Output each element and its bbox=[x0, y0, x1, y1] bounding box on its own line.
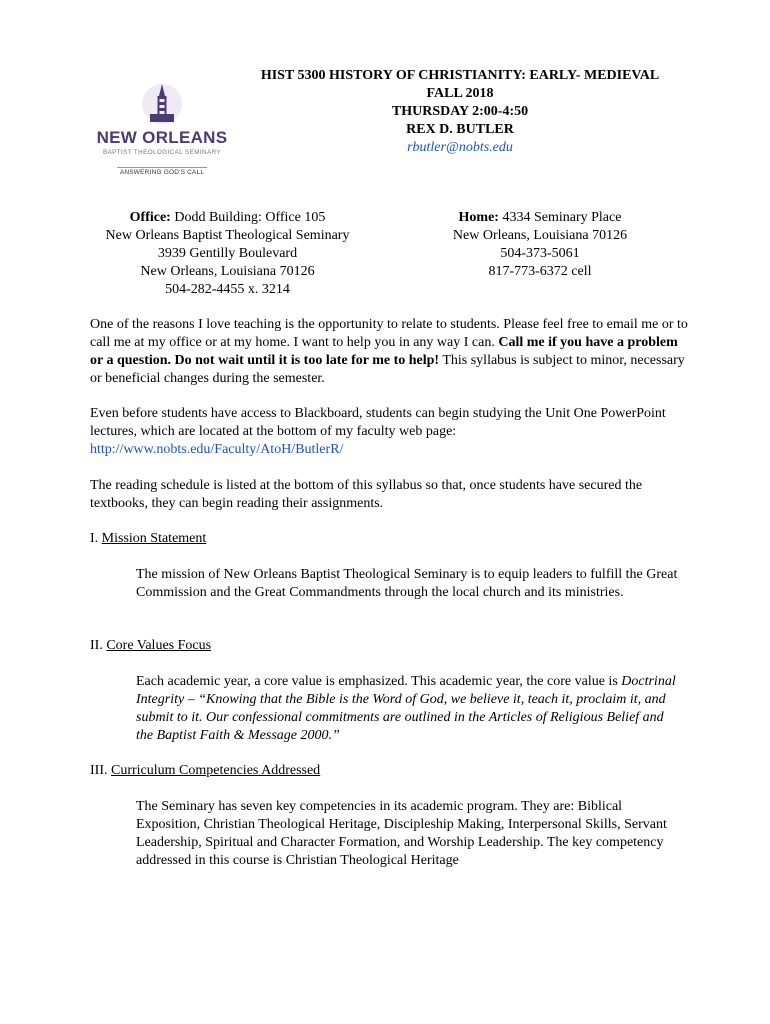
section-heading-competencies bbox=[90, 762, 320, 780]
blackboard-paragraph bbox=[90, 405, 690, 459]
section-body: The mission of New Orleans Baptist Theological Seminary is to equip leaders to fulfill the Great Commission and the Great Commandments through the local church and its ministries. bbox=[136, 567, 678, 600]
home-cell: 817-773-6372 cell bbox=[488, 264, 592, 279]
faculty-page-link[interactable]: http://www.nobts.edu/Faculty/AtoH/ButlerR/ bbox=[90, 442, 344, 457]
logo-divider bbox=[117, 167, 207, 168]
intro-text-end: This syllabus is subject to minor, necessary or beneficial changes during the semester. bbox=[90, 353, 685, 386]
home-line2: New Orleans, Louisiana 70126 bbox=[452, 228, 628, 243]
office-line1: Dodd Building: Office 105 bbox=[170, 210, 326, 225]
office-label: Office: bbox=[129, 210, 171, 225]
office-phone: 504-282-4455 x. 3214 bbox=[165, 282, 290, 297]
competencies-body bbox=[136, 798, 681, 870]
course-title: HIST 5300 HISTORY OF CHRISTIANITY: EARLY- MEDIEVAL bbox=[260, 68, 660, 83]
seminary-tower-icon bbox=[140, 82, 184, 126]
home-contact bbox=[430, 209, 650, 281]
section-number: II. bbox=[90, 638, 107, 653]
office-line3: 3939 Gentilly Boulevard bbox=[157, 246, 298, 261]
mission-statement-body bbox=[136, 566, 681, 602]
logo-tagline: ANSWERING GOD'S CALL bbox=[119, 169, 205, 176]
intro-text: One of the reasons I love teaching is the opportunity to relate to students. Please feel free to email me or to call me at my office or at my home. I want to help you in any way I can. bbox=[90, 317, 688, 350]
home-line1: 4334 Seminary Place bbox=[498, 210, 622, 225]
section-body: Each academic year, a core value is emphasized. This academic year, the core value is bbox=[136, 674, 622, 689]
intro-paragraph bbox=[90, 316, 690, 388]
intro-bold-text: Call me if you have a problem or a question. Do not wait until it is too late for me to help! bbox=[90, 335, 678, 368]
section-heading-core-values bbox=[90, 637, 211, 655]
office-line4: New Orleans, Louisiana 70126 bbox=[140, 264, 315, 279]
section-title: Core Values Focus bbox=[106, 638, 212, 653]
office-line2: New Orleans Baptist Theological Seminary bbox=[105, 228, 350, 243]
logo-wordmark: NEW ORLEANS bbox=[96, 128, 228, 147]
section-number: I. bbox=[90, 531, 102, 546]
core-values-body bbox=[136, 673, 681, 745]
instructor-email-link[interactable]: rbutler@nobts.edu bbox=[407, 140, 513, 155]
section-number: III. bbox=[90, 763, 111, 778]
section-title: Curriculum Competencies Addressed bbox=[111, 763, 321, 778]
section-title: Mission Statement bbox=[101, 531, 207, 546]
blackboard-text: Even before students have access to Blackboard, students can begin studying the Unit One PowerPoint lectures, which are located at the bottom of my faculty web page: bbox=[90, 406, 666, 439]
reading-paragraph bbox=[90, 477, 690, 513]
office-contact bbox=[80, 209, 375, 299]
home-label: Home: bbox=[458, 210, 499, 225]
logo-subtitle: BAPTIST THEOLOGICAL SEMINARY bbox=[102, 149, 222, 156]
course-schedule: THURSDAY 2:00-4:50 bbox=[391, 104, 529, 119]
home-phone: 504-373-5061 bbox=[500, 246, 580, 261]
core-value-quote: Doctrinal Integrity – “Knowing that the Bible is the Word of God, we believe it, teach it, proclaim it, and submit to it. Our confessional commitments are outlined in the Articles of Religious Belief and the Baptist Faith & Message 2000.” bbox=[136, 674, 676, 743]
section-heading-mission bbox=[90, 530, 206, 548]
section-body: The Seminary has seven key competencies in its academic program. They are: Biblical Exposition, Christian Theological Heritage, Discipleship Making, Interpersonal Skills, Servant Leadership, Spiritual and Character Formation, and Worship Leadership. The key competency addressed in this course is Christian Theological Heritage bbox=[136, 799, 667, 868]
course-term: FALL 2018 bbox=[426, 86, 494, 101]
course-header bbox=[210, 67, 710, 157]
reading-text: The reading schedule is listed at the bottom of this syllabus so that, once students have secured the textbooks, they can begin reading their assignments. bbox=[90, 478, 643, 511]
instructor-name: REX D. BUTLER bbox=[406, 122, 514, 137]
